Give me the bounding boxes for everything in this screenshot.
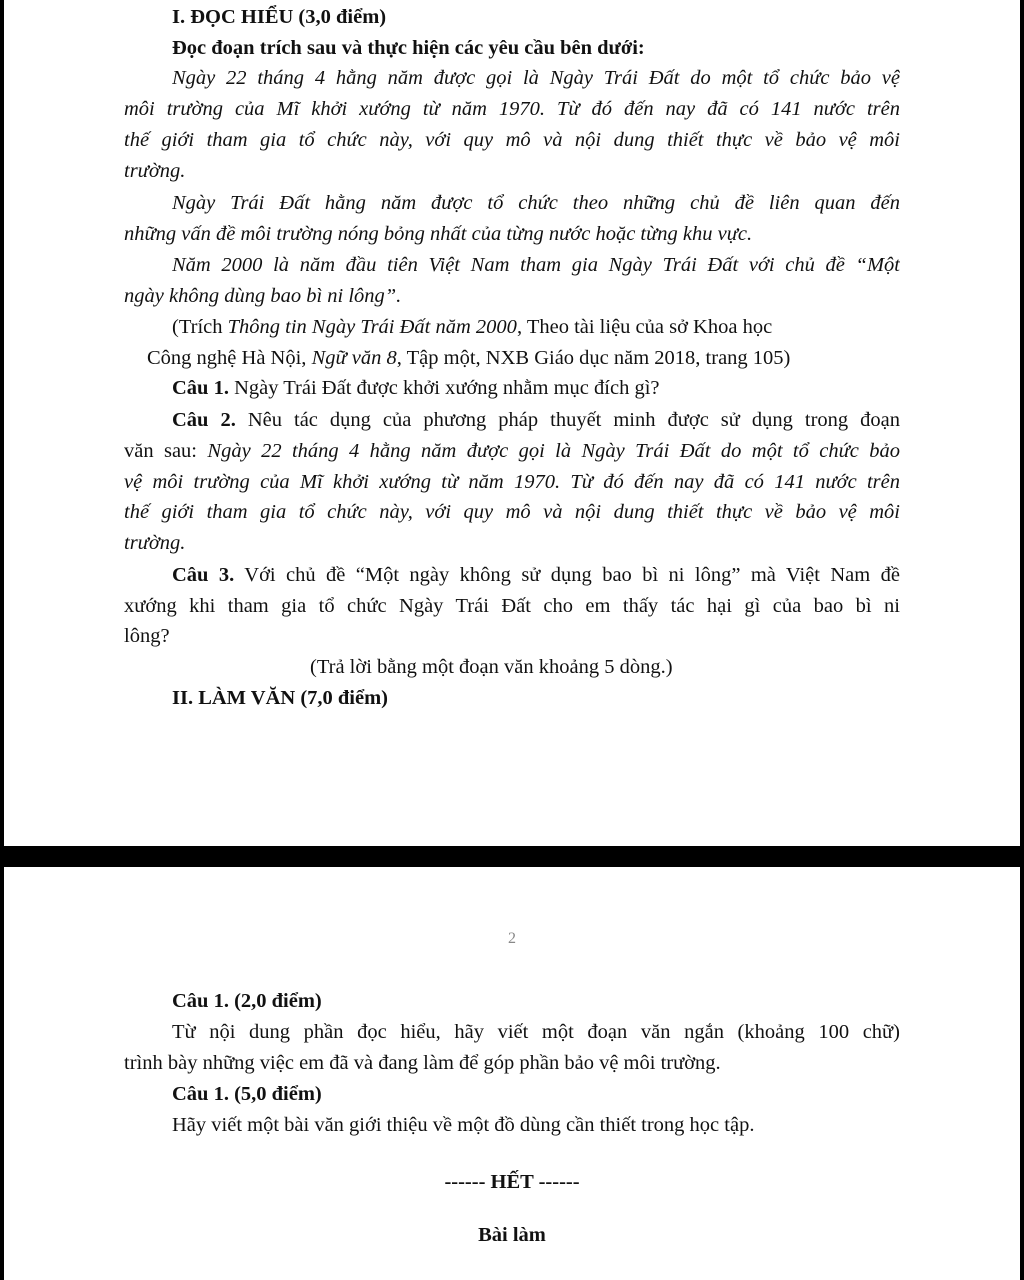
section2-title: II. LÀM VĂN (7,0 điểm) bbox=[172, 687, 389, 709]
passage-line: Năm 2000 là năm đầu tiên Việt Nam tham gia Ngày Trái Đất với chủ đề “Một bbox=[172, 254, 900, 276]
section1-title: I. ĐỌC HIỂU (3,0 điểm) bbox=[172, 6, 387, 28]
question-2-line3: vệ môi trường của Mĩ khởi xướng từ năm 1970. Từ đó đến nay đã có 141 nước trên bbox=[124, 471, 900, 493]
document-page-2 bbox=[4, 867, 1020, 1280]
passage-line: trường. bbox=[124, 160, 186, 182]
essay-question-2-label: Câu 1. (5,0 điểm) bbox=[172, 1083, 322, 1105]
question-2-line1: Câu 2. Nêu tác dụng của phương pháp thuyết minh được sử dụng trong đoạn bbox=[172, 409, 900, 431]
passage-line: Ngày 22 tháng 4 hằng năm được gọi là Ngày Trái Đất do một tổ chức bảo vệ bbox=[172, 67, 900, 89]
document-page-1 bbox=[4, 0, 1020, 846]
question-2-line2: văn sau: Ngày 22 tháng 4 hằng năm được gọi là Ngày Trái Đất do một tổ chức bảo bbox=[124, 440, 900, 462]
essay-question-1-line1: Từ nội dung phần đọc hiểu, hãy viết một đoạn văn ngắn (khoảng 100 chữ) bbox=[172, 1021, 900, 1043]
essay-question-1-label: Câu 1. (2,0 điểm) bbox=[172, 990, 322, 1012]
question-2-line5: trường. bbox=[124, 532, 186, 554]
passage-line: ngày không dùng bao bì ni lông”. bbox=[124, 285, 402, 307]
source-citation-line1: (Trích Thông tin Ngày Trái Đất năm 2000, Theo tài liệu của sở Khoa học bbox=[172, 316, 773, 338]
question-3-line3: lông? bbox=[124, 625, 170, 647]
question-1: Câu 1. Ngày Trái Đất được khởi xướng nhằm mục đích gì? bbox=[172, 377, 660, 399]
page-number: 2 bbox=[508, 930, 516, 947]
passage-line: những vấn đề môi trường nóng bỏng nhất của từng nước hoặc từng khu vực. bbox=[124, 223, 753, 245]
end-mark: ------ HẾT ------ bbox=[444, 1171, 580, 1193]
passage-line: môi trường của Mĩ khởi xướng từ năm 1970. Từ đó đến nay đã có 141 nước trên bbox=[124, 98, 900, 120]
reading-instruction: Đọc đoạn trích sau và thực hiện các yêu cầu bên dưới: bbox=[172, 37, 645, 59]
question-3-line2: xướng khi tham gia tổ chức Ngày Trái Đất cho em thấy tác hại gì của bao bì ni bbox=[124, 595, 900, 617]
question-3-note: (Trả lời bằng một đoạn văn khoảng 5 dòng.) bbox=[310, 656, 673, 678]
question-2-line4: thế giới tham gia tổ chức này, với quy mô và nội dung thiết thực về bảo vệ môi bbox=[124, 501, 900, 523]
passage-line: thế giới tham gia tổ chức này, với quy mô và nội dung thiết thực về bảo vệ môi bbox=[124, 129, 900, 151]
question-3-line1: Câu 3. Với chủ đề “Một ngày không sử dụng bao bì ni lông” mà Việt Nam đề bbox=[172, 564, 900, 586]
source-citation-line2: Công nghệ Hà Nội, Ngữ văn 8, Tập một, NXB Giáo dục năm 2018, trang 105) bbox=[147, 347, 791, 369]
passage-line: Ngày Trái Đất hằng năm được tổ chức theo những chủ đề liên quan đến bbox=[172, 192, 900, 214]
essay-question-2-text: Hãy viết một bài văn giới thiệu về một đồ dùng cần thiết trong học tập. bbox=[172, 1114, 755, 1136]
essay-question-1-line2: trình bày những việc em đã và đang làm để góp phần bảo vệ môi trường. bbox=[124, 1052, 721, 1074]
answer-heading: Bài làm bbox=[478, 1224, 546, 1246]
